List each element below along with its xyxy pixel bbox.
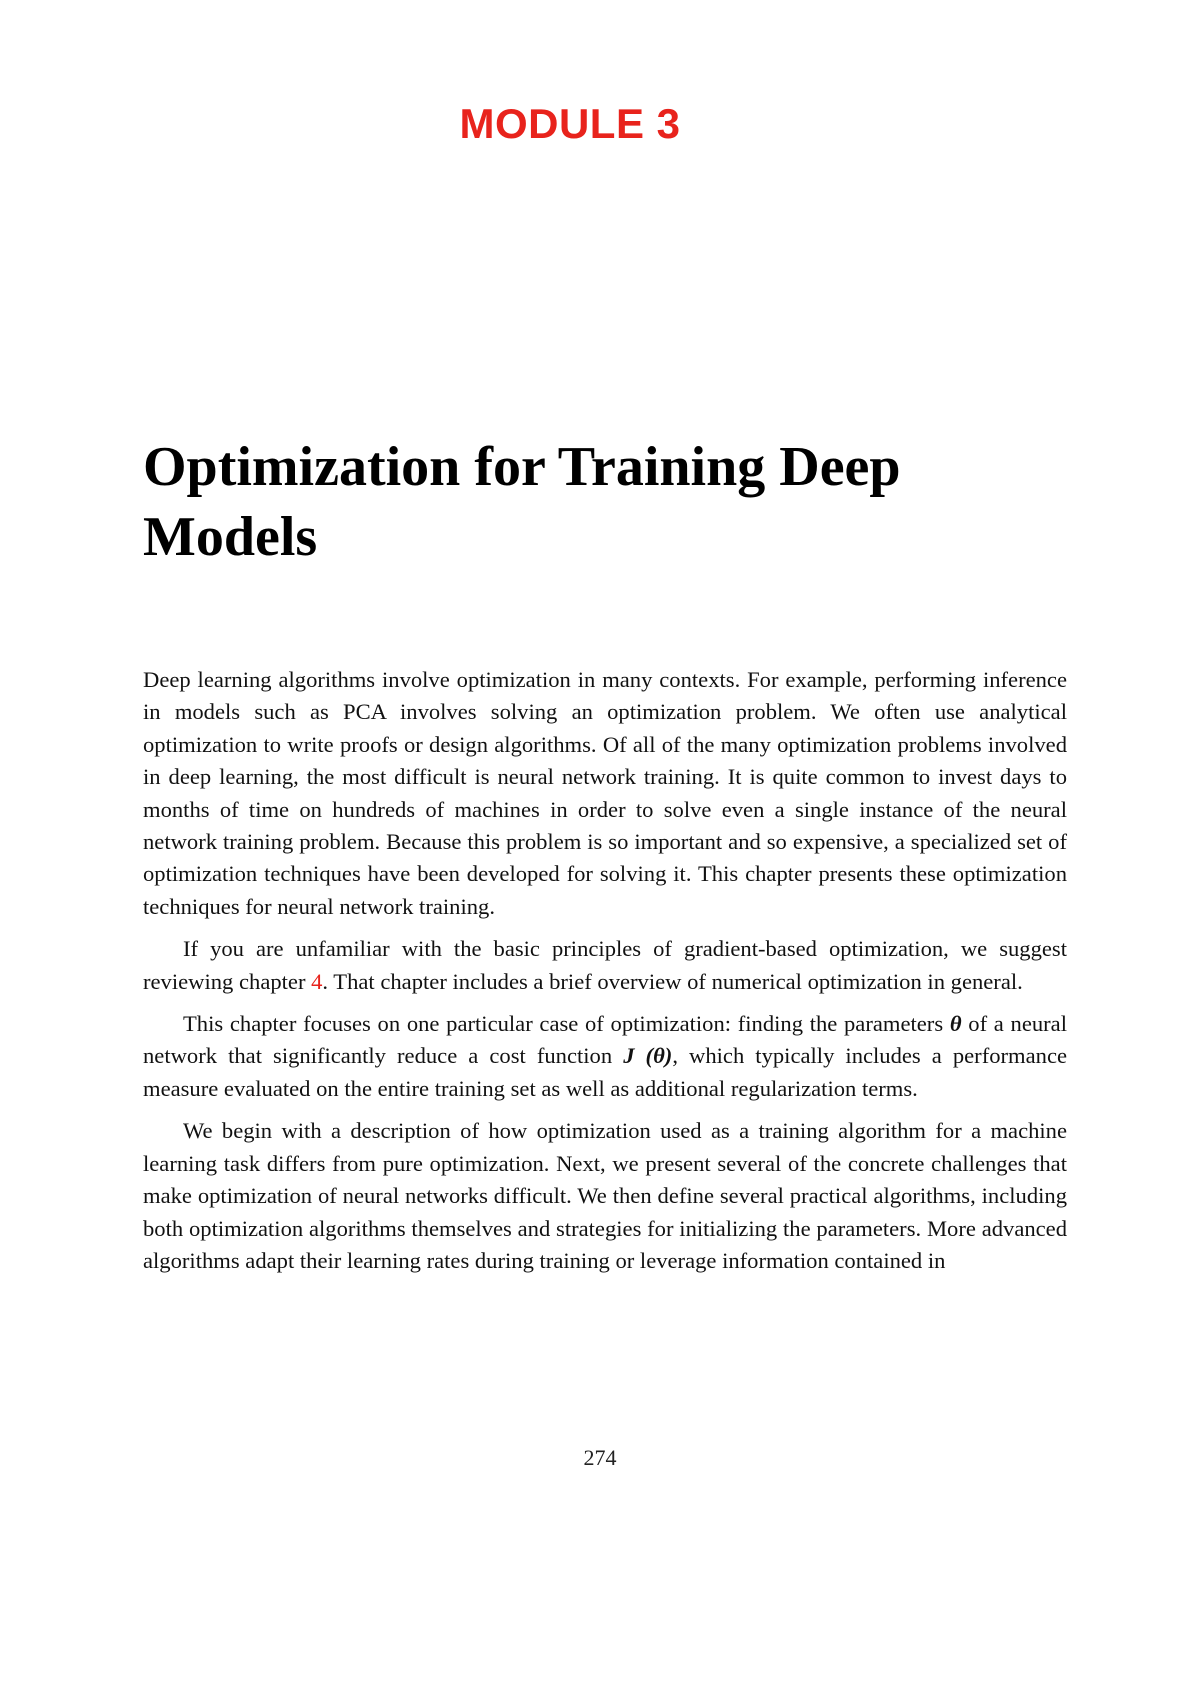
chapter-body bbox=[143, 664, 1067, 1287]
theta-symbol: θ bbox=[949, 1011, 962, 1037]
cost-function-symbol: J (θ) bbox=[623, 1043, 673, 1069]
paragraph-focus bbox=[143, 1008, 1067, 1105]
paragraph-prerequisites bbox=[143, 933, 1067, 998]
paragraph-prerequisites-text-a: If you are unfamiliar with the basic principles of gradient-based optimization, we suggest reviewing chapter bbox=[143, 936, 1067, 994]
module-label: MODULE 3 bbox=[459, 100, 681, 147]
paragraph-intro: Deep learning algorithms involve optimization in many contexts. For example, performing inference in models such as PCA involves solving an optimization problem. We often use analytical optimization to write proofs or design algorithms. Of all of the many optimization problems involved in deep learning, the most difficult is neural network training. It is quite common to invest days to months of time on hundreds of machines in order to solve even a single instance of the neural network training problem. Because this problem is so important and so expensive, a specialized set of optimization techniques have been developed for solving it. This chapter presents these optimization techniques for neural network training. bbox=[143, 667, 1067, 919]
paragraph-focus-text-b: of a neural network that significantly reduce a cost function bbox=[143, 1011, 1067, 1069]
paragraph-prerequisites-text-b: . That chapter includes a brief overview of numerical optimization in general. bbox=[322, 968, 1023, 994]
paragraph-focus-text-c: , which typically includes a performance measure evaluated on the entire training set as well as additional regularization terms. bbox=[143, 1043, 1067, 1101]
page-number: 274 bbox=[583, 1445, 617, 1470]
paragraph-overview: We begin with a description of how optimization used as a training algorithm for a machine learning task differs from pure optimization. Next, we present several of the concrete challenges that make optimization of neural networks difficult. We then define several practical algorithms, including both optimization algorithms themselves and strategies for initializing the parameters. More advanced algorithms adapt their learning rates during training or leverage information contained in bbox=[143, 1118, 1067, 1273]
chapter-reference-link[interactable]: 4 bbox=[311, 968, 323, 994]
paragraph-focus-text-a: This chapter focuses on one particular case of optimization: finding the parameters bbox=[183, 1011, 950, 1037]
chapter-title: Optimization for Training Deep Models bbox=[143, 436, 901, 568]
